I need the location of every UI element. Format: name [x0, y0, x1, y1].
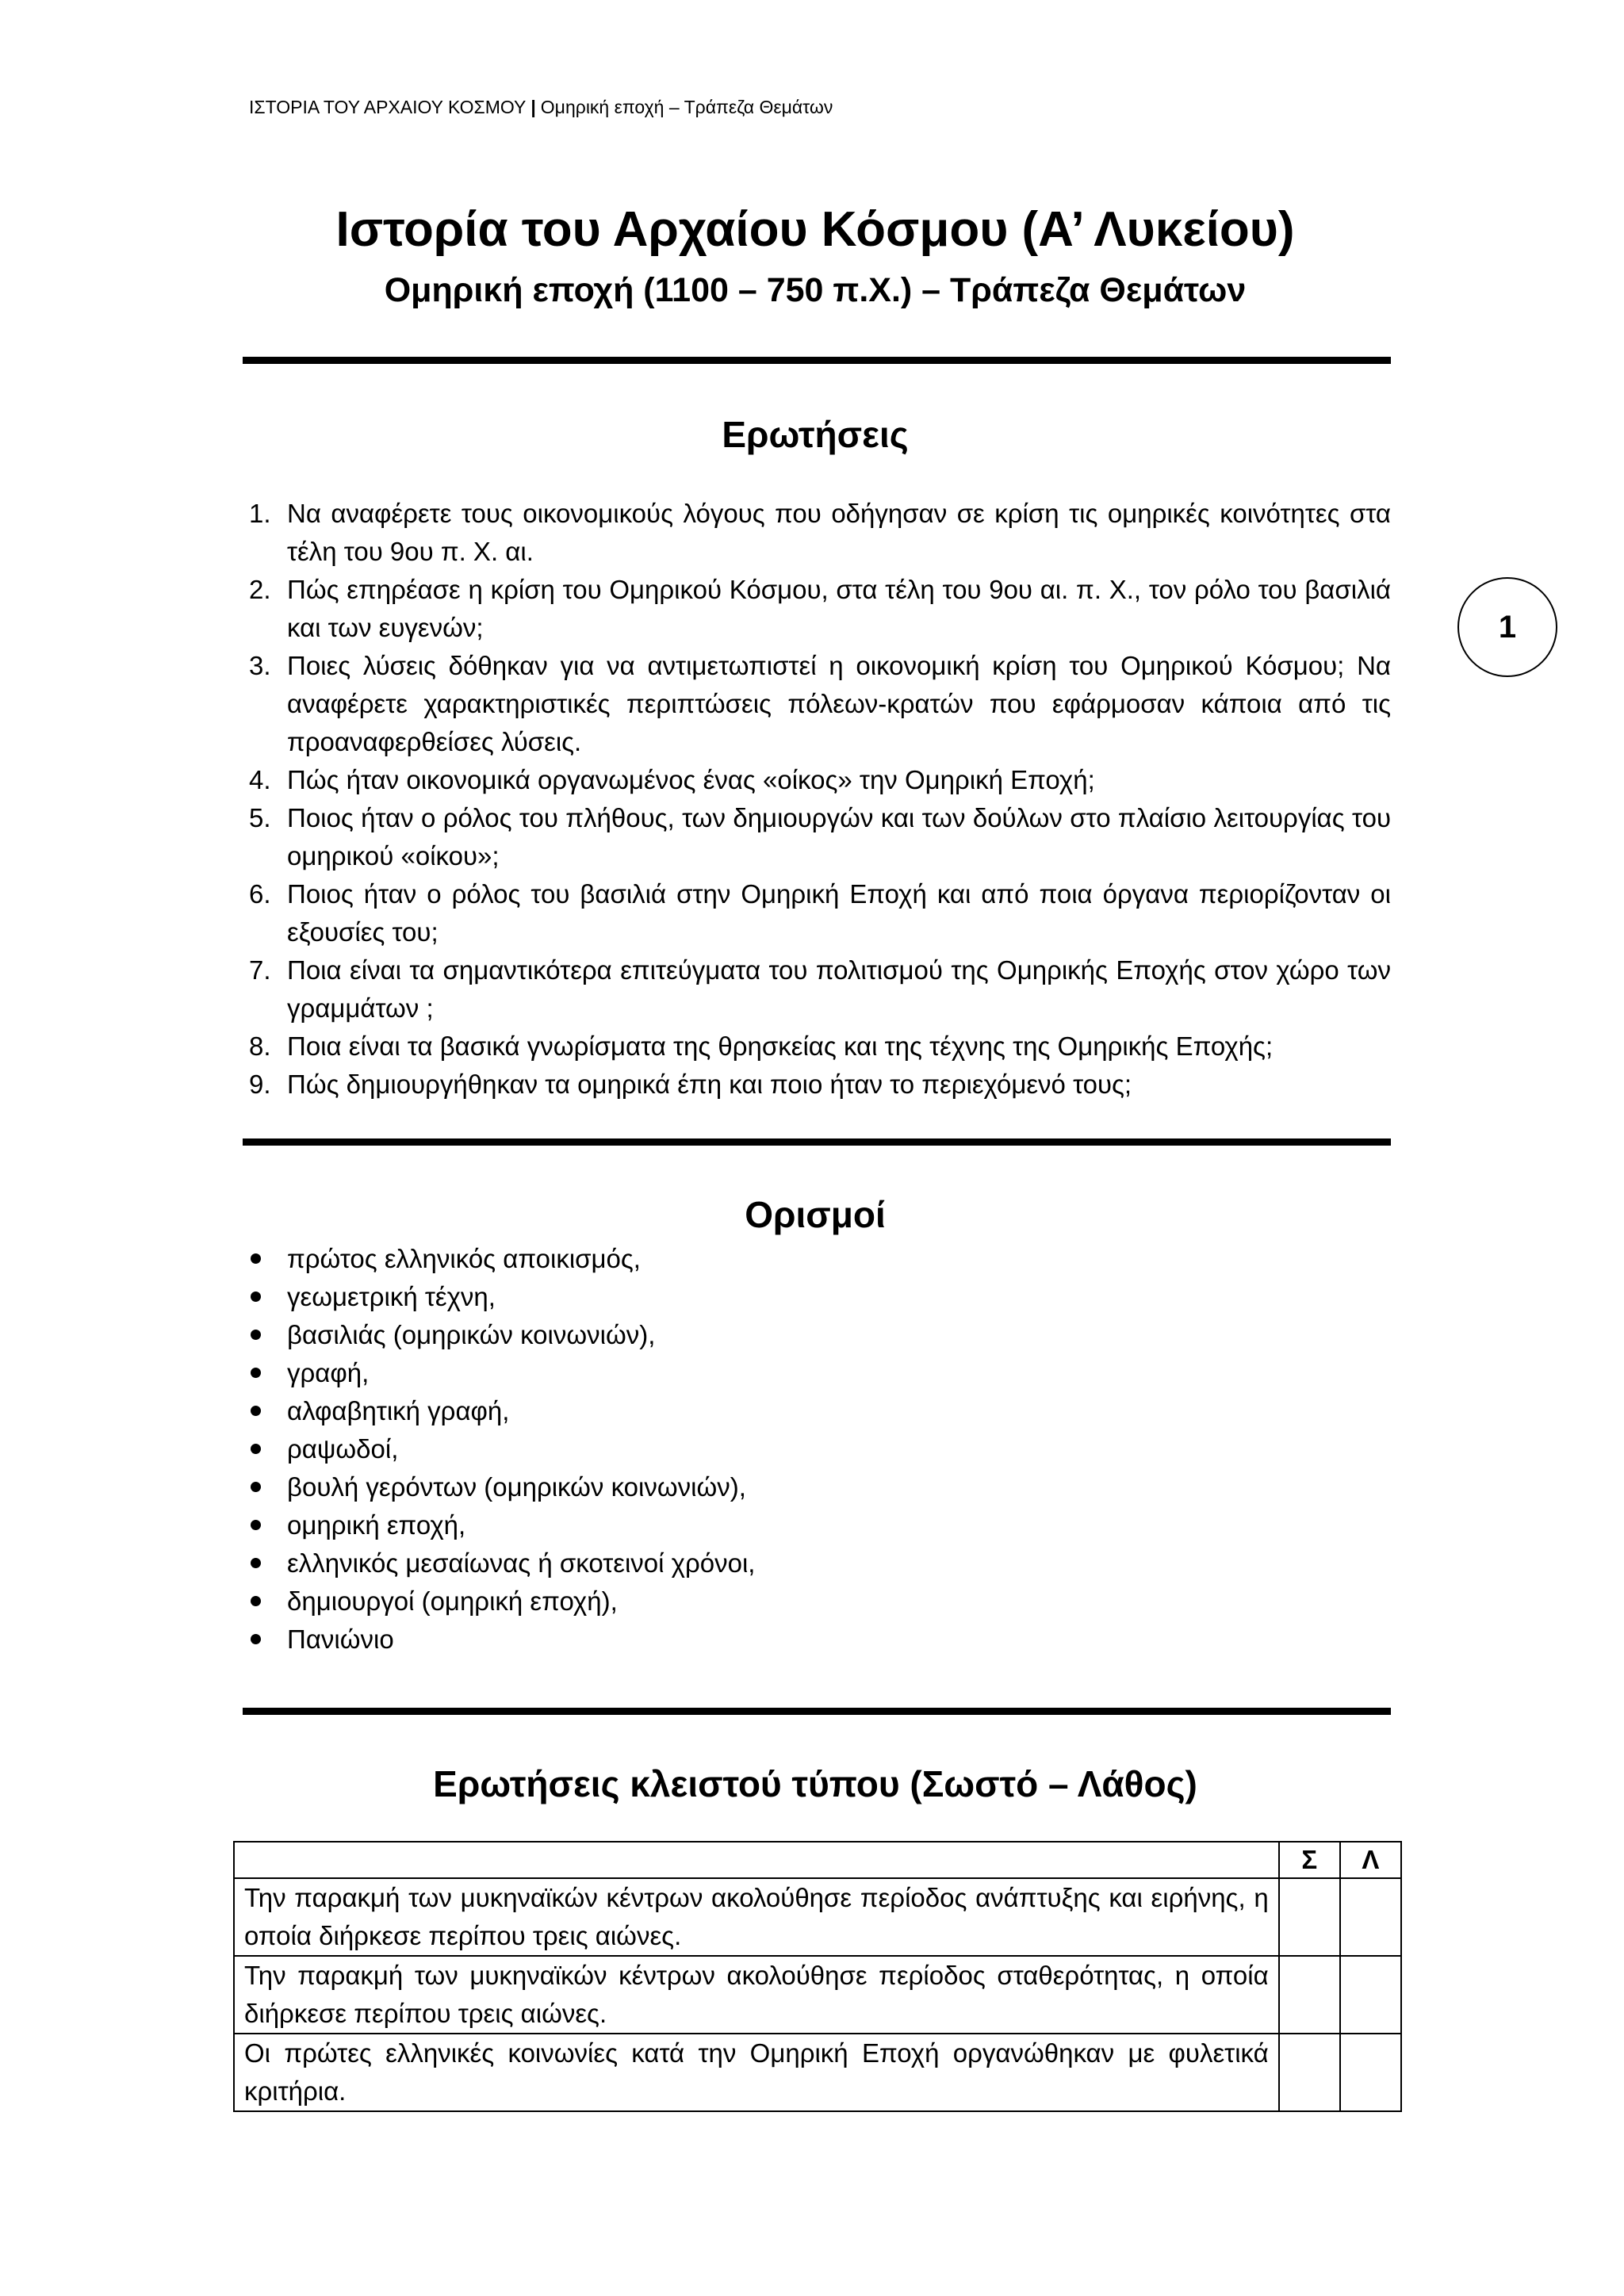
- question-number: 6.: [249, 879, 271, 909]
- question-item: [249, 875, 1391, 951]
- question-item: [249, 799, 1391, 875]
- question-text: Να αναφέρετε τους οικονομικούς λόγους που οδήγησαν σε κρίση τις ομηρικές κοινότητες στα τέλη του 9ου π. Χ. αι.: [287, 499, 1391, 566]
- bullet-icon: [251, 1596, 261, 1606]
- question-number: 1.: [249, 499, 271, 528]
- statement-cell: Οι πρώτες ελληνικές κοινωνίες κατά την Ομηρική Εποχή οργανώθηκαν με φυλετικά κριτήρια.: [234, 2034, 1279, 2111]
- running-header-separator: |: [530, 97, 536, 117]
- definition-item: [249, 1506, 1391, 1544]
- false-answer-cell[interactable]: [1340, 2034, 1401, 2111]
- table-header-row: [234, 1842, 1401, 1878]
- definition-item: [249, 1621, 1391, 1659]
- bullet-icon: [251, 1482, 261, 1492]
- bullet-icon: [251, 1330, 261, 1340]
- definition-text: γραφή,: [287, 1358, 370, 1387]
- false-column-header: Λ: [1340, 1842, 1401, 1878]
- definition-item: [249, 1544, 1391, 1582]
- question-item: [249, 951, 1391, 1027]
- definition-item: [249, 1240, 1391, 1278]
- definition-item: [249, 1278, 1391, 1316]
- definition-text: Πανιώνιο: [287, 1624, 394, 1654]
- true-answer-cell[interactable]: [1279, 1956, 1340, 2034]
- definition-text: αλφαβητική γραφή,: [287, 1396, 510, 1425]
- divider-rule: [243, 357, 1391, 364]
- divider-rule: [243, 1708, 1391, 1715]
- question-item: [249, 571, 1391, 647]
- bullet-icon: [251, 1634, 261, 1644]
- statement-cell: Την παρακμή των μυκηναϊκών κέντρων ακολούθησε περίοδος σταθερότητας, η οποία διήρκεσε περίπου τρεις αιώνες.: [234, 1956, 1279, 2034]
- bullet-icon: [251, 1558, 261, 1568]
- bullet-icon: [251, 1292, 261, 1302]
- question-text: Ποιος ήταν ο ρόλος του πλήθους, των δημιουργών και των δούλων στο πλαίσιο λειτουργίας του ομηρικού «οίκου»;: [287, 803, 1391, 871]
- bullet-icon: [251, 1520, 261, 1530]
- definition-text: δημιουργοί (ομηρική εποχή),: [287, 1586, 618, 1616]
- question-item: [249, 647, 1391, 761]
- definition-text: βασιλιάς (ομηρικών κοινωνιών),: [287, 1320, 656, 1349]
- definition-item: [249, 1354, 1391, 1392]
- definition-text: πρώτος ελληνικός αποικισμός,: [287, 1244, 641, 1273]
- running-header-right: Ομηρική εποχή – Τράπεζα Θεμάτων: [540, 97, 833, 117]
- true-answer-cell[interactable]: [1279, 2034, 1340, 2111]
- bullet-icon: [251, 1444, 261, 1454]
- question-text: Ποιος ήταν ο ρόλος του βασιλιά στην Ομηρική Εποχή και από ποια όργανα περιορίζονταν οι εξουσίες του;: [287, 879, 1391, 947]
- statement-column-header: [234, 1842, 1279, 1878]
- document-title: Ιστορία του Αρχαίου Κόσμου (Α’ Λυκείου): [335, 202, 1295, 257]
- definition-item: [249, 1430, 1391, 1468]
- truefalse-table: [233, 1841, 1402, 2112]
- definition-text: ομηρική εποχή,: [287, 1510, 466, 1540]
- question-text: Πώς επηρέασε η κρίση του Ομηρικού Κόσμου, στα τέλη του 9ου αι. π. Χ., τον ρόλο του βασιλιά και των ευγενών;: [287, 575, 1391, 642]
- divider-rule: [243, 1138, 1391, 1146]
- question-text: Ποια είναι τα βασικά γνωρίσματα της θρησκείας και της τέχνης της Ομηρικής Εποχής;: [287, 1031, 1274, 1061]
- false-answer-cell[interactable]: [1340, 1878, 1401, 1956]
- table-row: [234, 1878, 1401, 1956]
- question-number: 7.: [249, 955, 271, 985]
- question-number: 5.: [249, 803, 271, 832]
- definitions-list: [249, 1240, 1391, 1659]
- definition-text: βουλή γερόντων (ομηρικών κοινωνιών),: [287, 1472, 746, 1502]
- question-item: [249, 1066, 1391, 1104]
- document-subtitle: Ομηρική εποχή (1100 – 750 π.Χ.) – Τράπεζα Θεμάτων: [384, 271, 1247, 309]
- definition-item: [249, 1468, 1391, 1506]
- question-item: [249, 761, 1391, 799]
- definition-item: [249, 1392, 1391, 1430]
- bullet-icon: [251, 1406, 261, 1416]
- question-text: Πώς δημιουργήθηκαν τα ομηρικά έπη και ποιο ήταν το περιεχόμενό τους;: [287, 1070, 1132, 1099]
- table-row: [234, 2034, 1401, 2111]
- page-number-badge: 1: [1457, 577, 1557, 677]
- questions-heading: Ερωτήσεις: [722, 414, 909, 455]
- question-number: 8.: [249, 1031, 271, 1061]
- bullet-icon: [251, 1368, 261, 1378]
- bullet-icon: [251, 1253, 261, 1264]
- questions-list: [249, 495, 1391, 1104]
- definition-item: [249, 1316, 1391, 1354]
- question-number: 3.: [249, 651, 271, 680]
- question-text: Πώς ήταν οικονομικά οργανωμένος ένας «οίκος» την Ομηρική Εποχή;: [287, 765, 1095, 794]
- truefalse-heading: Ερωτήσεις κλειστού τύπου (Σωστό – Λάθος): [433, 1763, 1197, 1804]
- table-row: [234, 1956, 1401, 2034]
- statement-cell: Την παρακμή των μυκηναϊκών κέντρων ακολούθησε περίοδος ανάπτυξης και ειρήνης, η οποία διήρκεσε περίπου τρεις αιώνες.: [234, 1878, 1279, 1956]
- question-item: [249, 1027, 1391, 1066]
- definitions-heading: Ορισμοί: [745, 1194, 886, 1235]
- definition-item: [249, 1582, 1391, 1621]
- true-column-header: Σ: [1279, 1842, 1340, 1878]
- definition-text: ραψωδοί,: [287, 1434, 399, 1464]
- definition-text: ελληνικός μεσαίωνας ή σκοτεινοί χρόνοι,: [287, 1548, 756, 1578]
- running-header-left: ΙΣΤΟΡΙΑ ΤΟΥ ΑΡΧΑΙΟΥ ΚΟΣΜΟΥ: [249, 97, 527, 117]
- false-answer-cell[interactable]: [1340, 1956, 1401, 2034]
- question-number: 4.: [249, 765, 271, 794]
- definition-text: γεωμετρική τέχνη,: [287, 1282, 496, 1311]
- true-answer-cell[interactable]: [1279, 1878, 1340, 1956]
- question-number: 9.: [249, 1070, 271, 1099]
- running-header: [249, 97, 833, 118]
- question-text: Ποιες λύσεις δόθηκαν για να αντιμετωπιστεί η οικονομική κρίση του Ομηρικού Κόσμου; Να αναφέρετε χαρακτηριστικές περιπτώσεις πόλεων-κρατών που εφάρμοσαν κάποια από τις προαναφερθείσες λύσεις.: [287, 651, 1391, 756]
- question-item: [249, 495, 1391, 571]
- question-number: 2.: [249, 575, 271, 604]
- question-text: Ποια είναι τα σημαντικότερα επιτεύγματα του πολιτισμού της Ομηρικής Εποχής στον χώρο των γραμμάτων ;: [287, 955, 1391, 1023]
